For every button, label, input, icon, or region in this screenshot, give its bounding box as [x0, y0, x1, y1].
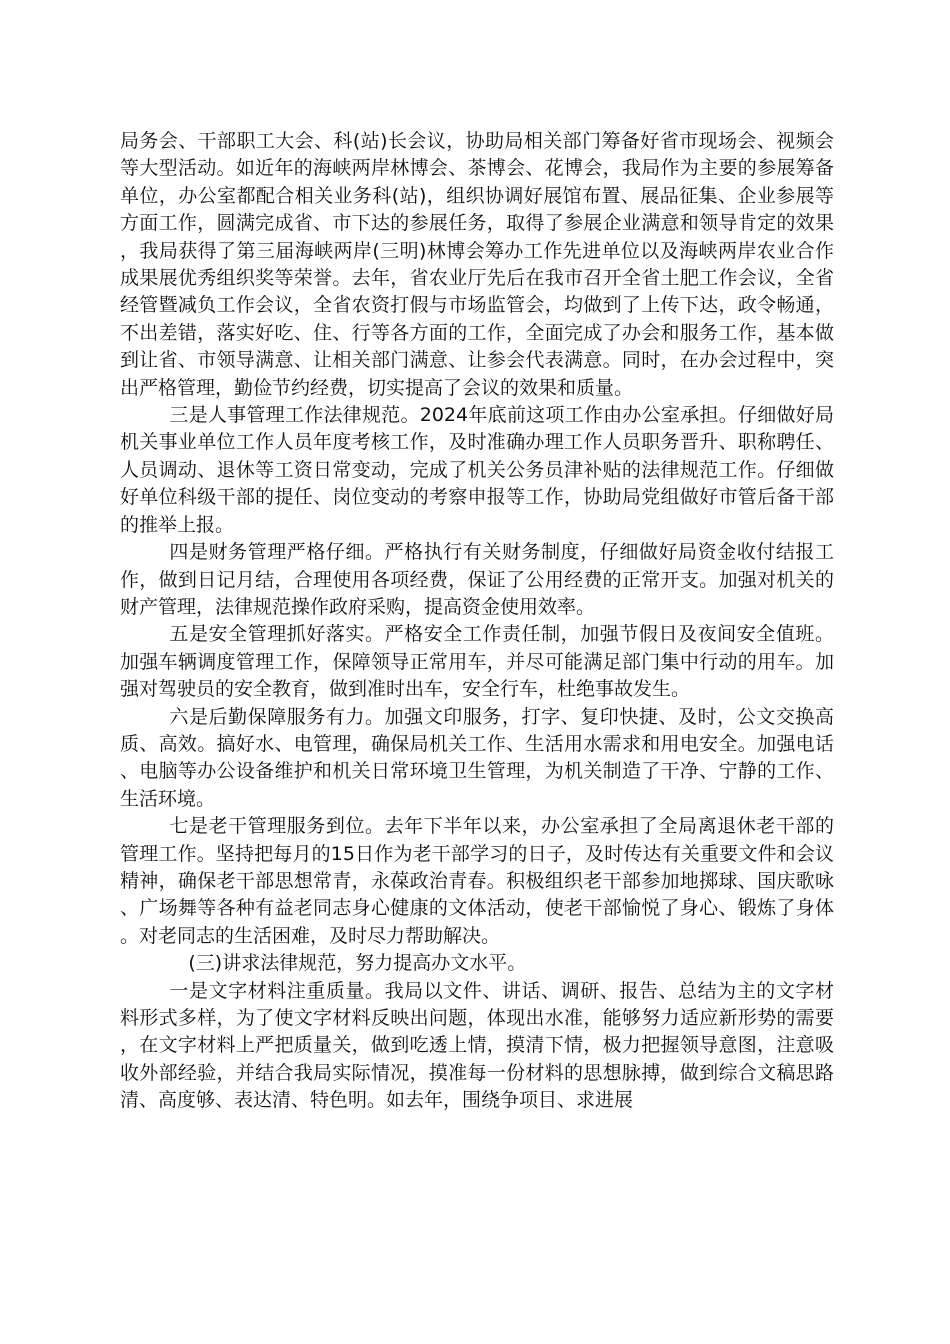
section-heading-document-quality: (三)讲求法律规范，努力提高办文水平。 [188, 952, 527, 975]
paragraph-personnel-management: 三是人事管理工作法律规范。2024年底前这项工作由办公室承担。仔细做好局机关事业单位工作人员年度考核工作，及时准确办理工作人员职务晋升、职称聘任、人员调动、退休等工资日常变动，完成了机关公务员津补贴的法律规范工作。仔细做好单位科级干部的提任、岗位变动的考察申报等工作，协助局党组做好市管后备干部的推举上报。 [120, 404, 834, 536]
paragraph-conference-work: 局务会、干部职工大会、科(站)长会议，协助局相关部门筹备好省市现场会、视频会等大型活动。如近年的海峡两岸林博会、茶博会、花博会，我局作为主要的参展筹备单位，办公室都配合相关业务科(站)，组织协调好展馆布置、展品征集、企业参展等方面工作，圆满完成省、市下达的参展任务，取得了参展企业满意和领导肯定的效果，我局获得了第三届海峡两岸(三明)林博会筹办工作先进单位以及海峡两岸农业合作成果展优秀组织奖等荣誉。去年，省农业厅先后在我市召开全省土肥工作会议，全省经管暨减负工作会议，全省农资打假与市场监管会，均做到了上传下达，政令畅通，不出差错，落实好吃、住、行等各方面的工作，全面完成了办会和服务工作，基本做到让省、市领导满意、让相关部门满意、让参会代表满意。同时，在办会过程中，突出严格管理，勤俭节约经费，切实提高了会议的效果和质量。 [120, 130, 834, 399]
document-body [120, 128, 834, 1115]
paragraph-financial-management: 四是财务管理严格仔细。严格执行有关财务制度，仔细做好局资金收付结报工作，做到日记月结，合理使用各项经费，保证了公用经费的正常开支。加强对机关的财产管理，法律规范操作政府采购，提高资金使用效率。 [120, 541, 834, 618]
paragraph-safety-management: 五是安全管理抓好落实。严格安全工作责任制，加强节假日及夜间安全值班。加强车辆调度管理工作，保障领导正常用车，并尽可能满足部门集中行动的用车。加强对驾驶员的安全教育，做到准时出车，安全行车，杜绝事故发生。 [120, 623, 834, 701]
paragraph-logistics-service: 六是后勤保障服务有力。加强文印服务，打字、复印快捷、及时，公文交换高质、高效。搞好水、电管理，确保局机关工作、生活用水需求和用电安全。加强电话、电脑等办公设备维护和机关日常环境卫生管理，为机关制造了干净、宁静的工作、生活环境。 [120, 705, 834, 810]
paragraph-text-materials: 一是文字材料注重质量。我局以文件、讲话、调研、报告、总结为主的文字材料形式多样，为了使文字材料反映出问题，体现出水准，能够努力适应新形势的需要，在文字材料上严把质量关，做到吃透上情，摸清下情，极力把握领导意图，注意吸收外部经验，并结合我局实际情况，摸准每一份材料的思想脉搏，做到综合文稿思路清、高度够、表达清、特色明。如去年，围绕争项目、求进展 [120, 979, 834, 1112]
paragraph-retired-cadres: 七是老干管理服务到位。去年下半年以来，办公室承担了全局离退休老干部的管理工作。坚持把每月的15日作为老干部学习的日子，及时传达有关重要文件和会议精神，确保老干部思想常青，永葆政治青春。积极组织老干部参加地掷球、国庆歌咏、广场舞等各种有益老同志身心健康的文体活动，使老干部愉悦了身心、锻炼了身体。对老同志的生活困难，及时尽力帮助解决。 [120, 815, 834, 947]
